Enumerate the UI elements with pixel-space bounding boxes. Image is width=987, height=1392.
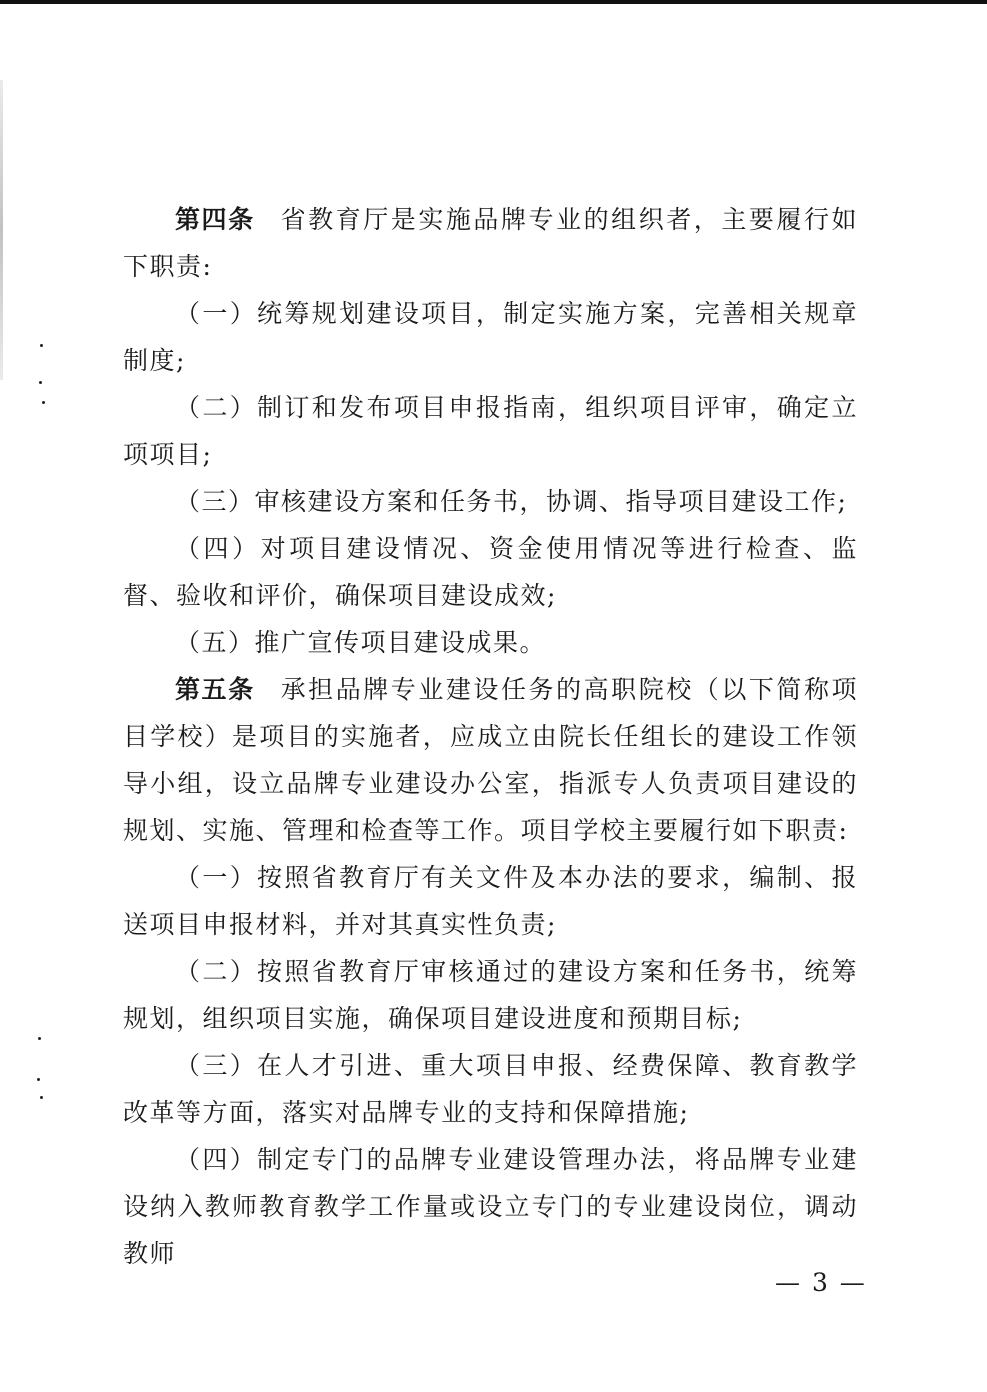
article-4-item-4: （四）对项目建设情况、资金使用情况等进行检查、监督、验收和评价，确保项目建设成效; [123, 534, 858, 610]
page-number: — 3 — [775, 1268, 867, 1297]
article-5-item-2: （二）按照省教育厅审核通过的建设方案和任务书，统筹规划，组织项目实施，确保项目建设进度和预期目标; [123, 957, 858, 1033]
article-5-item-3: （三）在人才引进、重大项目申报、经费保障、教育教学改革等方面，落实对品牌专业的支持和保障措施; [123, 1051, 858, 1127]
article-5-text: 承担品牌专业建设任务的高职院校（以下简称项目学校）是项目的实施者，应成立由院长任组长的建设工作领导小组，设立品牌专业建设办公室，指派专人负责项目建设的规划、实施、管理和检查等工作。项目学校主要履行如下职责: [123, 675, 858, 845]
binding-hole-mark [42, 401, 45, 404]
article-4-item-5: （五）推广宣传项目建设成果。 [175, 628, 547, 657]
document-body [123, 196, 858, 1277]
article-4-intro [123, 196, 858, 290]
article-5-item-4: （四）制定专门的品牌专业建设管理办法，将品牌专业建设纳入教师教育教学工作量或设立专门的专业建设岗位，调动教师 [123, 1145, 858, 1268]
article-5-number: 第五条 [175, 675, 255, 704]
article-4-number: 第四条 [175, 205, 255, 234]
article-4-item-2: （二）制订和发布项目申报指南，组织项目评审，确定立项项目; [123, 393, 858, 469]
article-4-item-3: （三）审核建设方案和任务书，协调、指导项目建设工作; [175, 487, 848, 516]
article-4-item-1: （一）统筹规划建设项目，制定实施方案，完善相关规章制度; [123, 299, 858, 375]
article-5-item-1: （一）按照省教育厅有关文件及本办法的要求，编制、报送项目申报材料，并对其真实性负责; [123, 863, 858, 939]
binding-hole-mark [38, 1037, 41, 1040]
article-4-text: 省教育厅是实施品牌专业的组织者，主要履行如下职责: [123, 205, 858, 281]
binding-hole-mark [37, 1078, 40, 1081]
binding-hole-mark [39, 381, 42, 384]
binding-hole-mark [40, 344, 43, 347]
article-5-intro [123, 666, 858, 854]
scan-left-shadow [0, 80, 3, 380]
binding-hole-mark [40, 1096, 43, 1099]
scan-top-border [0, 0, 987, 4]
